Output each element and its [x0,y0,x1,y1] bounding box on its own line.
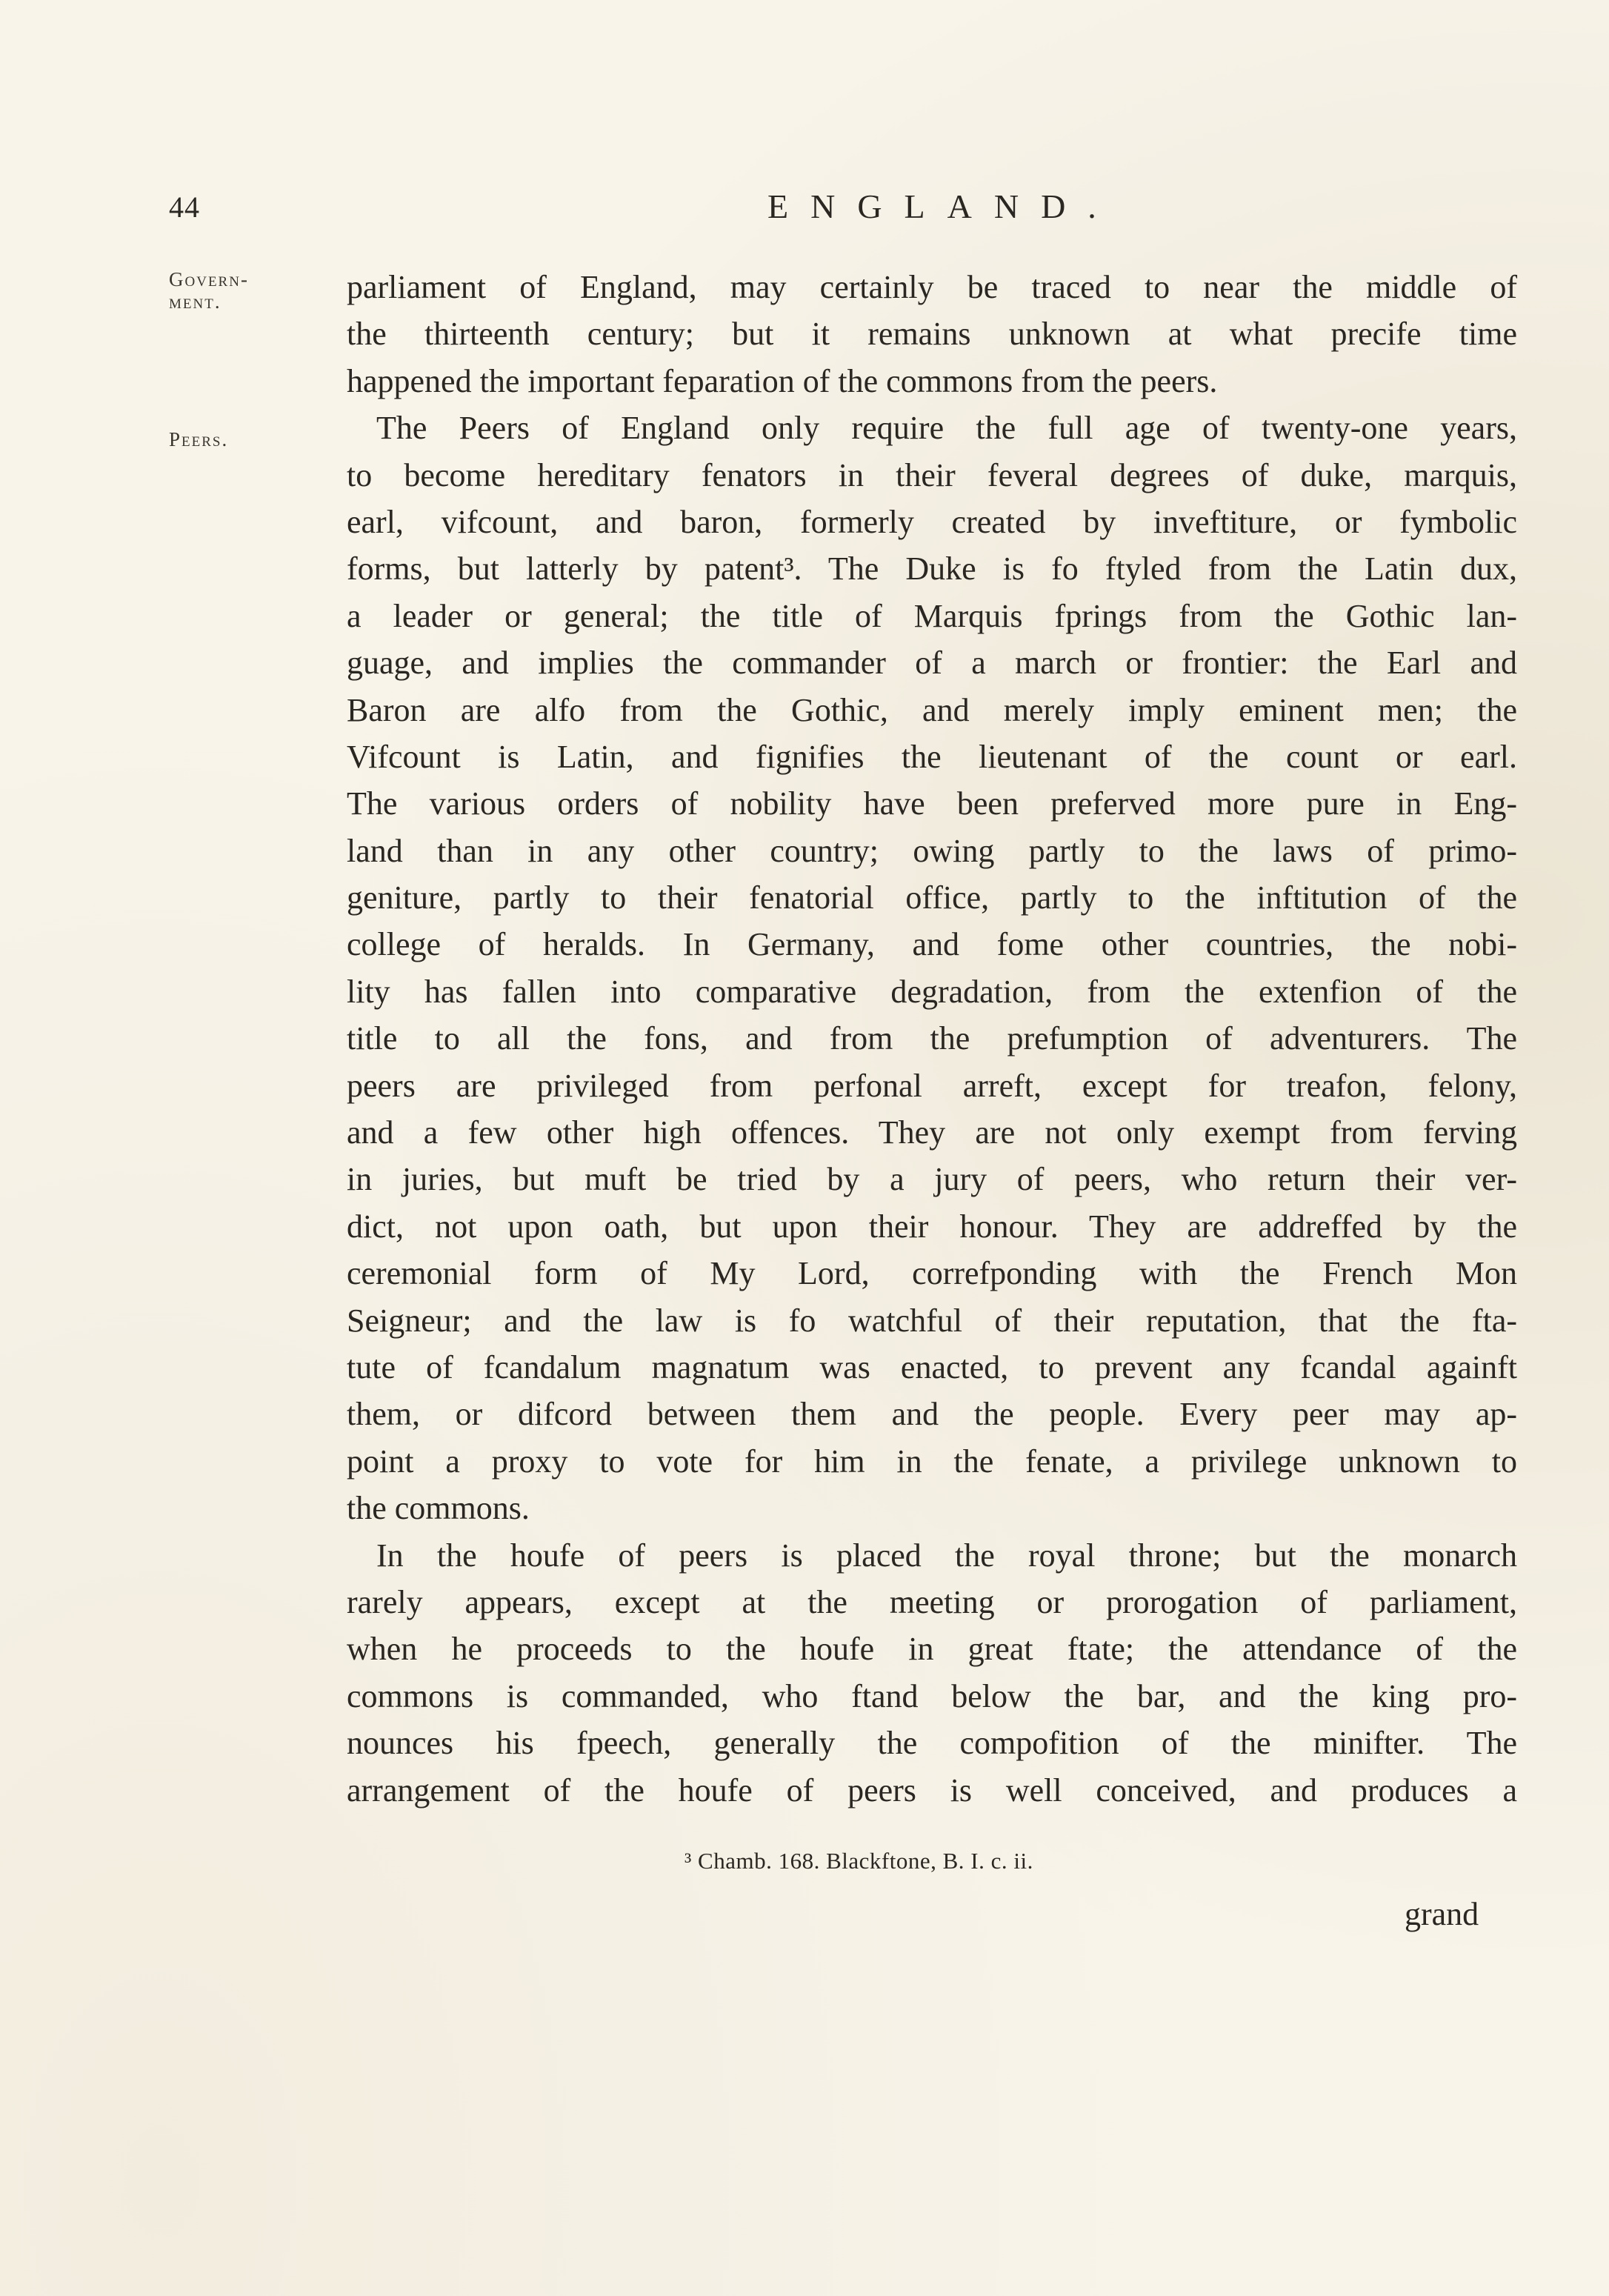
body-line: In the houfe of peers is placed the royal throne; but the monarch [376,1537,1517,1574]
body-line: arrangement of the houfe of peers is well conceived, and produces a [347,1771,1517,1808]
margin-note-government-text: Govern- ment. [169,268,249,313]
body-line: them, or difcord between them and the people. Every peer may ap- [347,1396,1517,1433]
footnote: ³ Chamb. 168. Blackftone, B. I. c. ii. [684,1848,1033,1874]
margin-note-peers-text: Peers. [169,428,229,450]
body-line: dict, not upon oath, but upon their honour. They are addreffed by the [347,1208,1517,1245]
body-line: and a few other high offences. They are not only exempt from ferving [347,1114,1517,1151]
body-line: in juries, but muft be tried by a jury of peers, who return their ver- [347,1161,1517,1198]
body-line: Seigneur; and the law is fo watchful of their reputation, that the fta- [347,1302,1517,1339]
body-line: the commons. [347,1490,530,1527]
margin-note-peers [169,428,317,450]
body-line: rarely appears, except at the meeting or prorogation of parliament, [347,1583,1517,1620]
catchword: grand [1405,1896,1479,1932]
page-number: 44 [169,190,200,224]
body-line: earl, vifcount, and baron, formerly created by inveftiture, or fymbolic [347,503,1517,540]
body-text [347,264,1517,1814]
margin-note-government [169,268,317,313]
body-line: ceremonial form of My Lord, correfponding with the French Mon [347,1255,1517,1292]
body-line: title to all the fons, and from the prefumption of adventurers. The [347,1020,1517,1057]
body-line: nounces his fpeech, generally the compofition of the minifter. The [347,1725,1517,1762]
body-line: commons is commanded, who ftand below the bar, and the king pro- [347,1677,1517,1714]
body-line: Vifcount is Latin, and fignifies the lieutenant of the count or earl. [347,738,1517,775]
body-line: The Peers of England only require the full age of twenty-one years, [376,410,1517,447]
body-line: when he proceeds to the houfe in great ftate; the attendance of the [347,1631,1517,1668]
body-line: The various orders of nobility have been preferved more pure in Eng- [347,785,1517,822]
body-line: guage, and implies the commander of a march or frontier: the Earl and [347,645,1517,682]
body-line: Baron are alfo from the Gothic, and merely imply eminent men; the [347,691,1517,728]
body-line: happened the important feparation of the commons from the peers. [347,362,1218,399]
body-line: point a proxy to vote for him in the fenate, a privilege unknown to [347,1443,1517,1480]
body-line: forms, but latterly by patent³. The Duke is fo ftyled from the Latin dux, [347,550,1517,588]
body-line: a leader or general; the title of Marquis fprings from the Gothic lan- [347,597,1517,634]
body-line: geniture, partly to their fenatorial office, partly to the inftitution of the [347,879,1517,916]
running-head: ENGLAND. [767,187,1119,225]
body-line: land than in any other country; owing partly to the laws of primo- [347,832,1517,869]
body-line: to become hereditary fenators in their feveral degrees of duke, marquis, [347,456,1517,493]
body-line: parliament of England, may certainly be traced to near the middle of [347,269,1517,305]
body-line: peers are privileged from perfonal arreft, except for treafon, felony, [347,1067,1517,1104]
body-line: lity has fallen into comparative degradation, from the extenfion of the [347,973,1517,1010]
body-line: the thirteenth century; but it remains unknown at what precife time [347,316,1517,353]
body-line: college of heralds. In Germany, and fome other countries, the nobi- [347,926,1517,963]
body-line: tute of fcandalum magnatum was enacted, to prevent any fcandal againft [347,1348,1517,1385]
